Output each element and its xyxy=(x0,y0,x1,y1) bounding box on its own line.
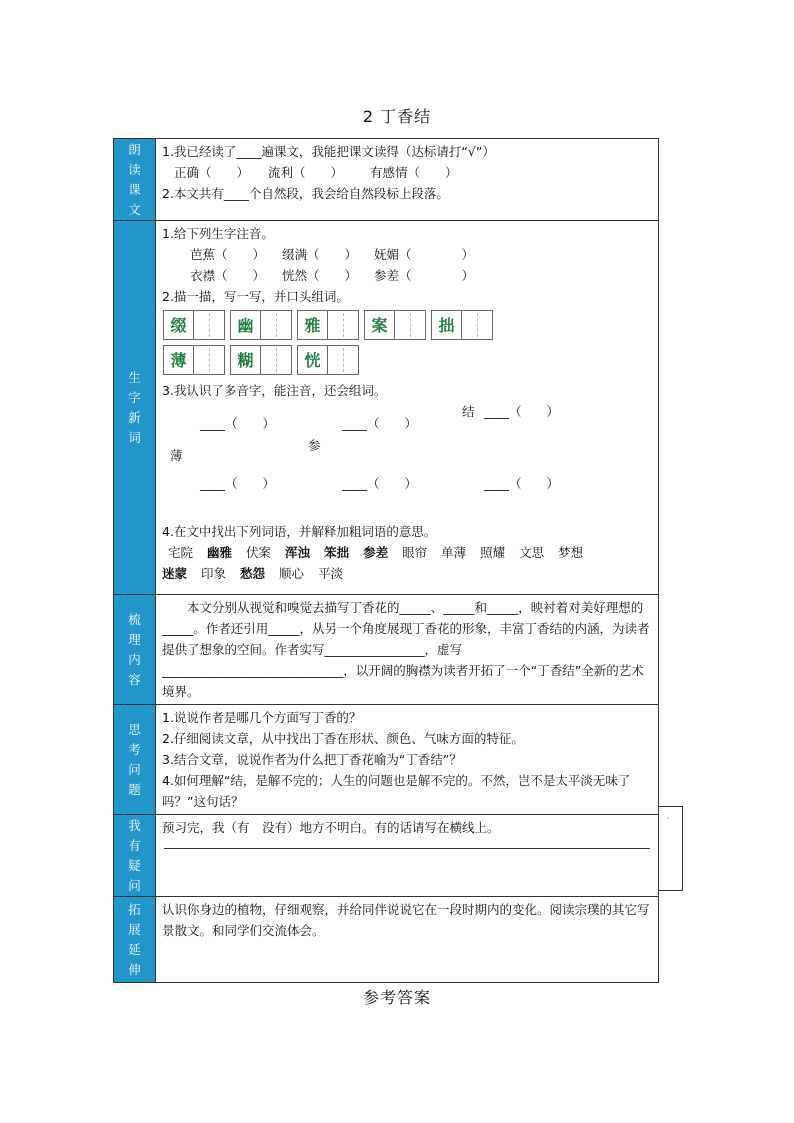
trace-char: 案 xyxy=(364,310,395,340)
label-char: 伸 xyxy=(128,961,141,977)
pinyin-item[interactable]: 缀满（ ） xyxy=(282,247,358,262)
write-cell[interactable] xyxy=(328,345,359,375)
word: 文思 xyxy=(519,545,545,560)
summary-text-a: 本文分别从视觉和嗅觉去描写丁香花的_____、_____和_____，映衬着对美好理想的_____。作者还引用_____，从另一个角度展现丁香花的形象，丰富丁香结的内涵，为读者提供了想象的空间。作者实写________________，虚写_____ xyxy=(162,600,650,678)
pinyin-item[interactable]: 衣襟（ ） xyxy=(190,268,266,283)
word: 伏案 xyxy=(246,545,272,560)
reading-line-1: 1.我已经读了____遍课文，我能把课文读得（达标请打“√”） xyxy=(162,144,495,159)
poly-blank[interactable]: ____（ ） xyxy=(200,416,276,431)
trace-row-2 xyxy=(163,345,652,375)
label-char: 有 xyxy=(128,837,141,853)
answer-line[interactable] xyxy=(164,838,650,849)
word-bold: 幽雅 xyxy=(207,545,233,560)
extend-text: 认识你身边的植物，仔细观察，并给同伴说说它在一段时期内的变化。阅读宗璞的其它写景散文。和同学们交流体会。 xyxy=(162,902,650,938)
label-char: 生 xyxy=(128,369,141,385)
word-bold: 笨拙 xyxy=(324,545,350,560)
row-reading xyxy=(114,139,659,221)
trace-char: 薄 xyxy=(163,345,194,375)
summary-text-b: ________________________，以开阔的胸襟为读者开拓了一个“丁香结”全新的艺术境界。 xyxy=(162,663,644,699)
question-item: 2.仔细阅读文章，从中找出丁香在形状、颜色、气味方面的特征。 xyxy=(162,731,524,746)
label-char: 延 xyxy=(128,941,141,957)
word: 平淡 xyxy=(318,566,344,581)
trace-unit[interactable] xyxy=(431,310,493,340)
label-char: 展 xyxy=(128,921,141,937)
row-summary xyxy=(114,595,659,705)
label-char: 读 xyxy=(128,161,141,177)
label-char: 词 xyxy=(128,429,141,445)
label-questions xyxy=(114,815,156,897)
pinyin-item[interactable]: 恍然（ ） xyxy=(282,268,358,283)
trace-char: 雅 xyxy=(297,310,328,340)
vocab-q4: 4.在文中找出下列词语，并解释加粗词语的意思。 xyxy=(162,524,437,539)
check-fluent[interactable]: 流利（ ） xyxy=(268,165,344,180)
trace-unit[interactable] xyxy=(163,345,225,375)
row-vocab xyxy=(114,221,659,595)
label-char: 题 xyxy=(128,781,141,797)
trace-char: 缀 xyxy=(163,310,194,340)
trace-char: 拙 xyxy=(431,310,462,340)
label-reading xyxy=(114,139,156,221)
word: 单薄 xyxy=(441,545,467,560)
label-char: 内 xyxy=(128,651,141,667)
write-cell[interactable] xyxy=(194,345,225,375)
label-char: 新 xyxy=(128,409,141,425)
poly-char-bao: 薄 xyxy=(170,448,183,463)
label-char: 课 xyxy=(128,181,141,197)
polyphone-area xyxy=(162,401,652,521)
answer-title: 参考答案 xyxy=(362,988,431,1007)
stray-dot: · xyxy=(666,814,669,824)
poly-char-can: 参 xyxy=(308,438,321,453)
vocab-q1: 1.给下列生字注音。 xyxy=(162,226,274,241)
poly-char-jie: 结 xyxy=(462,404,475,419)
label-char: 问 xyxy=(128,877,141,893)
check-correct[interactable]: 正确（ ） xyxy=(174,165,250,180)
row-extend xyxy=(114,897,659,983)
poly-blank[interactable]: ____（ ） xyxy=(342,416,418,431)
poly-blank[interactable]: ____（ ） xyxy=(484,404,560,419)
label-char: 思 xyxy=(128,721,141,737)
label-char: 疑 xyxy=(128,857,141,873)
label-char: 考 xyxy=(128,741,141,757)
pinyin-row-2 xyxy=(162,265,652,286)
write-cell[interactable] xyxy=(261,310,292,340)
poly-blank[interactable]: ____（ ） xyxy=(342,476,418,491)
word-bold: 参差 xyxy=(363,545,389,560)
questions-prompt: 预习完，我（有 没有）地方不明白。有的话请写在横线上。 xyxy=(162,820,500,835)
word: 照耀 xyxy=(480,545,506,560)
trace-char: 幽 xyxy=(230,310,261,340)
trace-char: 恍 xyxy=(297,345,328,375)
question-item: 1.说说作者是哪几个方面写丁香的？ xyxy=(162,710,362,725)
word: 宅院 xyxy=(168,545,194,560)
label-char: 我 xyxy=(128,817,141,833)
trace-row-1 xyxy=(163,310,652,340)
trace-unit[interactable] xyxy=(163,310,225,340)
reading-check-row xyxy=(162,162,652,183)
poly-blank[interactable]: ____（ ） xyxy=(200,476,276,491)
vocab-q3: 3.我认识了多音字，能注音，还会组词。 xyxy=(162,383,387,398)
write-cell[interactable] xyxy=(462,310,493,340)
word-list-row-1 xyxy=(162,542,652,563)
word-list-row-2 xyxy=(162,563,652,584)
trace-unit[interactable] xyxy=(364,310,426,340)
poly-blank[interactable]: ____（ ） xyxy=(484,476,560,491)
pinyin-item[interactable]: 芭蕉（ ） xyxy=(190,247,266,262)
page-title: 2 丁香结 xyxy=(362,107,432,126)
label-vocab xyxy=(114,221,156,595)
label-char: 容 xyxy=(128,671,141,687)
pinyin-row-1 xyxy=(162,244,652,265)
vocab-q2: 2.描一描，写一写，并口头组词。 xyxy=(162,289,349,304)
word: 梦想 xyxy=(558,545,584,560)
write-cell[interactable] xyxy=(328,310,359,340)
label-char: 字 xyxy=(128,389,141,405)
write-cell[interactable] xyxy=(194,310,225,340)
preview-worksheet-table xyxy=(113,138,659,983)
label-char: 拓 xyxy=(128,901,141,917)
trace-unit[interactable] xyxy=(230,345,292,375)
word-bold: 迷蒙 xyxy=(162,566,188,581)
word-bold: 愁怨 xyxy=(240,566,266,581)
trace-unit[interactable] xyxy=(297,310,359,340)
word: 顺心 xyxy=(279,566,305,581)
label-char: 理 xyxy=(128,631,141,647)
row-thinking xyxy=(114,705,659,815)
trace-char: 糊 xyxy=(230,345,261,375)
label-char: 梳 xyxy=(128,611,141,627)
write-cell[interactable] xyxy=(261,345,292,375)
word: 印象 xyxy=(201,566,227,581)
write-cell[interactable] xyxy=(395,310,426,340)
side-extension-box xyxy=(659,806,683,891)
label-extend xyxy=(114,897,156,983)
question-item: 3.结合文章，说说作者为什么把丁香花喻为“丁香结”？ xyxy=(162,752,462,767)
label-thinking xyxy=(114,705,156,815)
label-summary xyxy=(114,595,156,705)
label-char: 朗 xyxy=(128,141,141,157)
trace-unit[interactable] xyxy=(230,310,292,340)
question-item: 4.如何理解“结，是解不完的；人生的问题也是解不完的。不然，岂不是太平淡无味了吗？”这句话？ xyxy=(162,773,631,809)
reading-line-3: 2.本文共有____个自然段，我会给自然段标上段落。 xyxy=(162,186,449,201)
row-questions xyxy=(114,815,659,897)
pinyin-item[interactable]: 妩媚（ ） xyxy=(374,247,475,262)
word: 眼帘 xyxy=(402,545,428,560)
trace-unit[interactable] xyxy=(297,345,359,375)
label-char: 文 xyxy=(128,201,141,217)
pinyin-item[interactable]: 参差（ ） xyxy=(374,268,475,283)
word-bold: 浑浊 xyxy=(285,545,311,560)
label-char: 问 xyxy=(128,761,141,777)
check-expressive[interactable]: 有感情（ ） xyxy=(370,165,458,180)
